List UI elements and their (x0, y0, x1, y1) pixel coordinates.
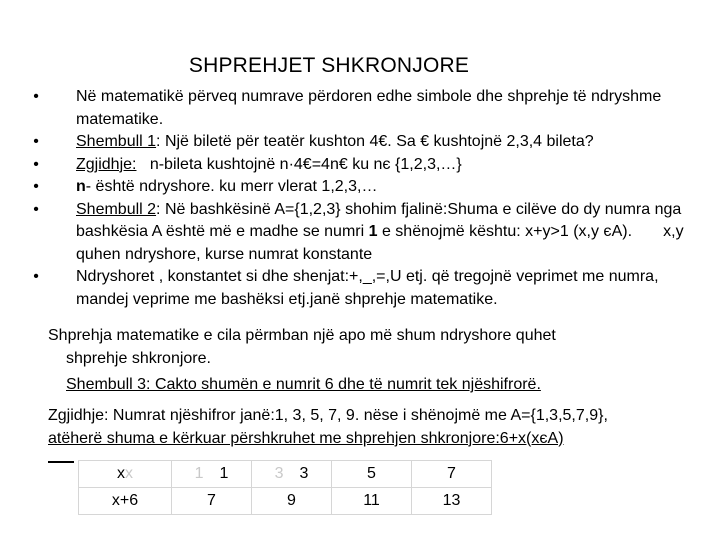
solution-line-2: atëherë shuma e kërkuar përshkruhet me shprehjen shkronjore:6+x(xєA) (48, 429, 564, 447)
bullet-list (30, 86, 690, 311)
bullet-example-2 (30, 199, 690, 267)
cell-value: 7 (447, 465, 456, 482)
solution-line-1: Zgjidhje: Numrat njëshifror janë:1, 3, 5, 7, 9. nëse i shënojmë me A={1,3,5,7,9}, (48, 407, 608, 424)
table-header-row (79, 461, 492, 488)
ghost-value: 3 (274, 465, 284, 482)
cell-value: 5 (367, 465, 376, 482)
bullet-text: - është ndryshore. ku merr vlerat 1,2,3,… (85, 178, 378, 195)
bullet-dot: • (33, 88, 39, 105)
table-cell: 9 (252, 488, 332, 515)
header-x: x (117, 465, 125, 482)
table-cell (332, 461, 412, 488)
example-3 (66, 374, 716, 397)
bullet-text: : Në bashkësinë A={1,2,3} shohim fjalinë:Shuma e cilëve do dy numra nga bashkësia A është më e madhe se numri (76, 200, 682, 240)
constant-one: 1 (368, 223, 378, 240)
bullet-text: Ndryshoret , konstantet si dhe shenjat:+,_,=,U etj. që tregojnë veprimet me numra, mandej veprime me bashëksi etj.janë shprehje matematike. (76, 268, 659, 308)
bullet-text: e shënojmë kështu: x+y>1 (x,y єA). x,y quhen ndryshore, kurse numrat konstante (76, 223, 689, 263)
table-cell (252, 461, 332, 488)
solution-3 (48, 405, 698, 450)
table-cell: 7 (172, 488, 252, 515)
header-x-ghost: x (125, 465, 133, 482)
bullet-intro (30, 86, 690, 131)
example-3-text: Shembull 3: Cakto shumën e numrit 6 dhe të numrit tek njëshifrorë. (66, 376, 541, 393)
cell-value: 1 (219, 465, 229, 482)
table-cell: 13 (412, 488, 492, 515)
values-table (78, 460, 492, 515)
bullet-variables-constants (30, 266, 690, 311)
dash-line (48, 461, 74, 463)
table-header-label (79, 461, 172, 488)
table-cell: 11 (332, 488, 412, 515)
expression-definition (48, 325, 698, 370)
bullet-dot: • (33, 155, 39, 173)
ghost-value: 1 (194, 465, 204, 482)
bullet-text: : Një biletë për teatër kushton 4€. Sa € kushtojnë 2,3,4 bileta? (156, 133, 594, 150)
variable-n: n (76, 178, 86, 195)
bullet-dot: • (33, 178, 39, 195)
expression-line-1: Shprehja matematike e cila përmban një apo më shum ndryshore quhet (48, 327, 556, 344)
bullet-text: Në matematikë përveq numrave përdoren edhe simbole dhe shprehje të ndryshme matematike. (76, 88, 662, 128)
table-row (79, 488, 492, 515)
bullet-dot: • (33, 268, 39, 285)
bullet-example-1 (30, 131, 690, 154)
solution-1-label: Zgjidhje: (76, 155, 137, 173)
slide-title: SHPREHJET SHKRONJORE (188, 54, 470, 77)
cell-value: 3 (299, 465, 309, 482)
bullet-dot: • (33, 133, 39, 150)
table-cell (172, 461, 252, 488)
table-cell (412, 461, 492, 488)
bullet-solution-1 (30, 154, 690, 177)
table-row-label: x+6 (79, 488, 172, 515)
bullet-text: n-bileta kushtojnë n·4€=4n€ ku nє {1,2,3,…} (136, 155, 462, 173)
example-1-label: Shembull 1 (76, 133, 157, 150)
bullet-variable-n (30, 176, 690, 199)
bullet-dot: • (33, 200, 39, 218)
example-2-label: Shembull 2 (76, 200, 157, 218)
expression-line-2: shprehje shkronjore. (66, 349, 211, 367)
